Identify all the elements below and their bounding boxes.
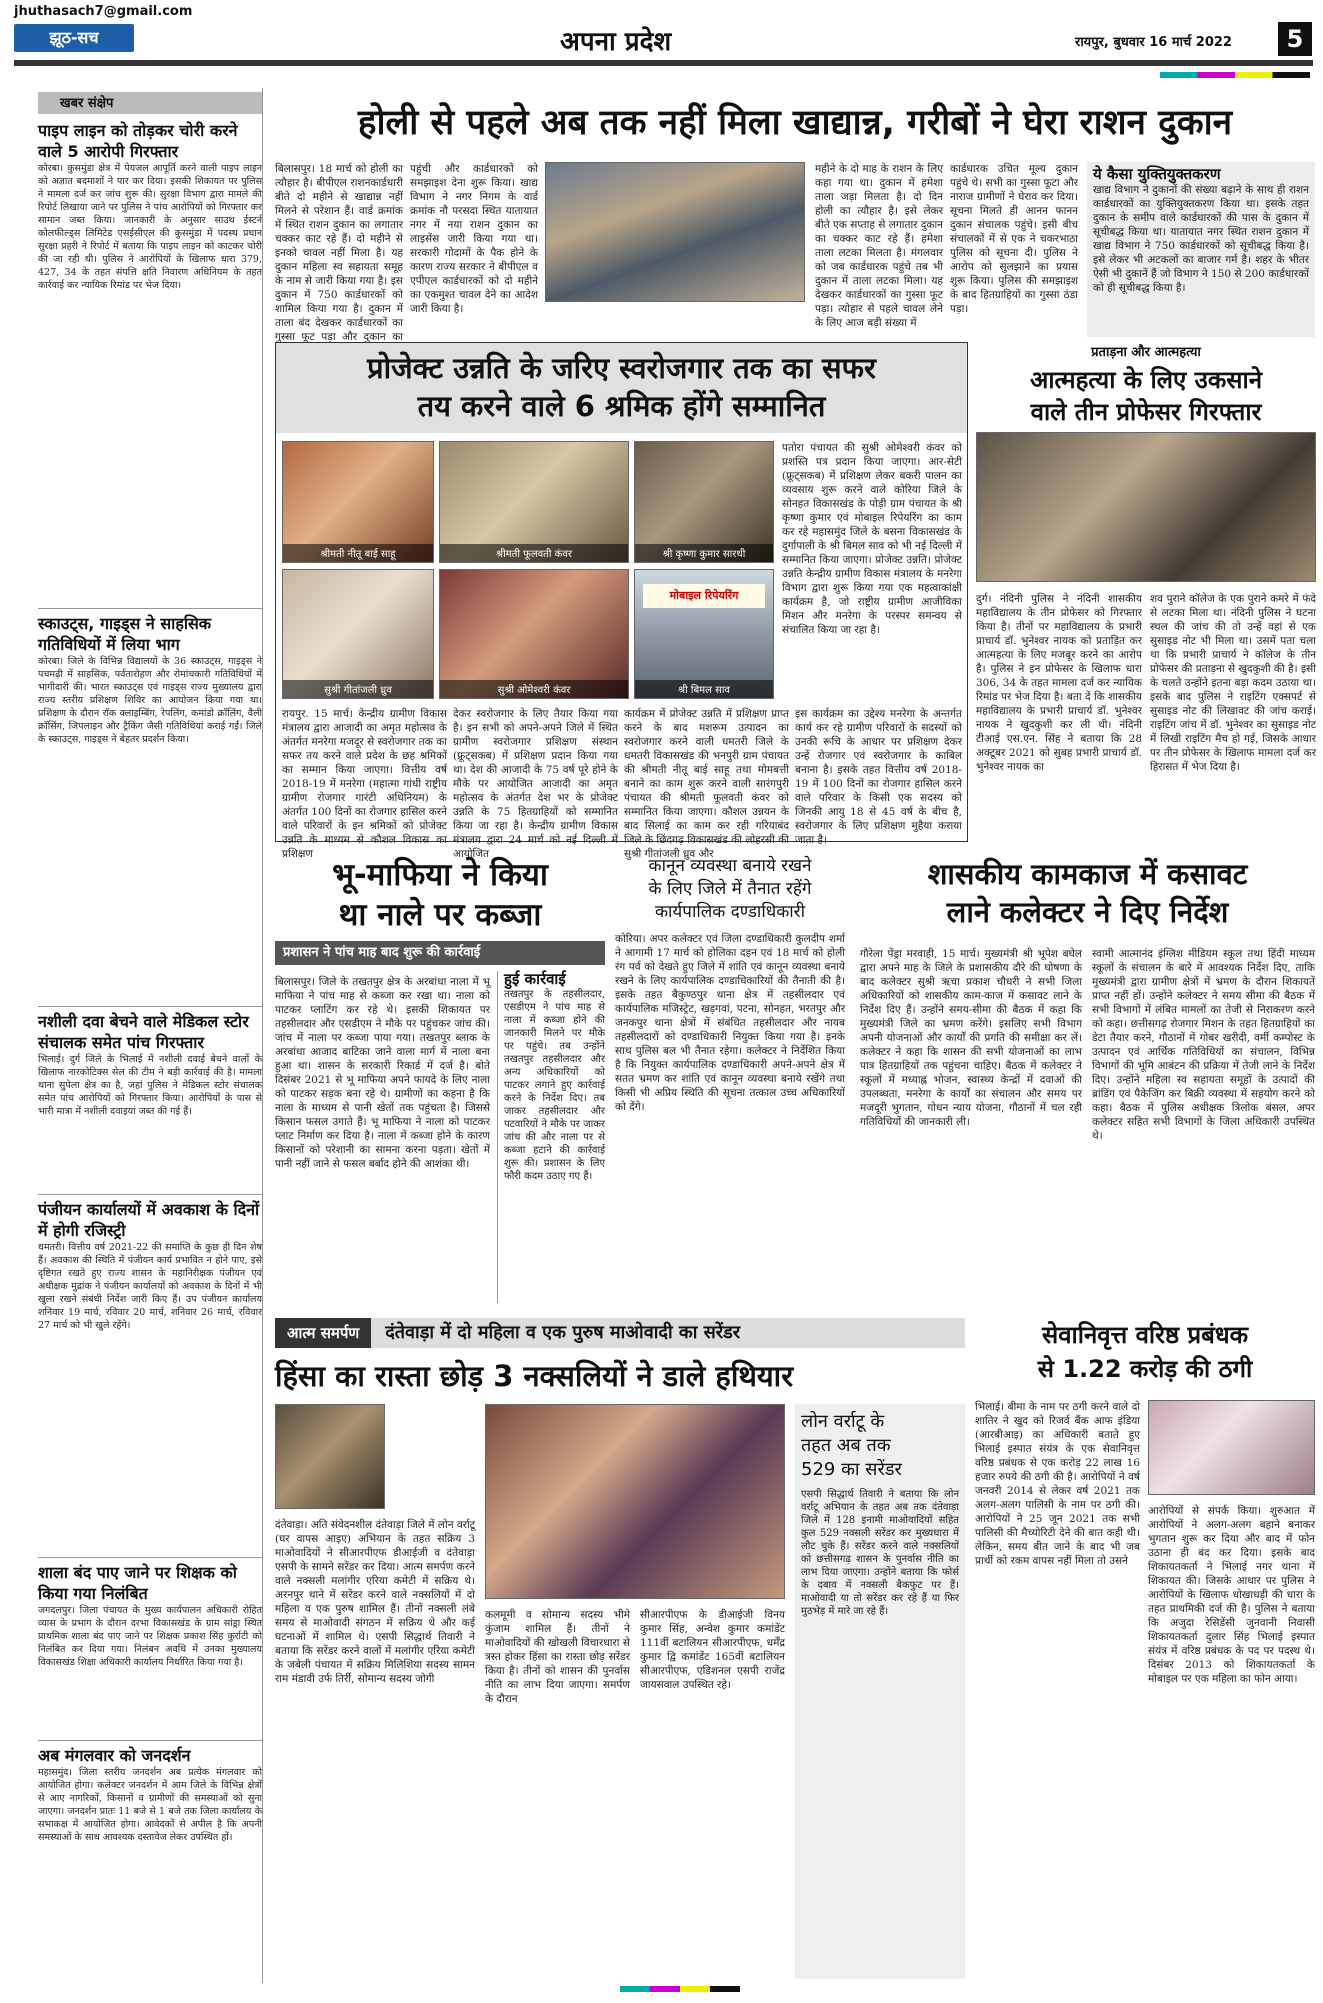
ration-col-3: महीने के दो माह के राशन के लिए कहा गया था। दुकान में हमेशा ताला जड़ा मिलता है। दो दिन होली का त्यौहार है। इसे लेकर बीते एक सप्ताह से लगातार दुकान का चक्कर काट रहे हैं। हमेशा ताला लटका मिलता है। मंगलवार को जब कार्डधारक पहुंचे तब भी दुकान में ताला लटका मिला। यह देखकर कार्डधारकों का गुस्सा फूट पड़ा। त्योहार से पहले चावल लेने के लिए आज बड़ी संख्या में [815,163,943,329]
photo-bimal [634,569,774,699]
sidebar-item [38,1740,262,1961]
unnati-headline-1: प्रोजेक्ट उन्नति के जरिए स्वरोजगार तक का सफर [367,351,876,385]
mafia-box-body: तखतपुर के तहसीलदार, एसडीएम ने पांच माह से नाला में कब्जा होने की जानकारी मिलने पर मौके पर पहुंचे। तब उन्होंने तखतपुर तहसीलदार और अन्य अधिकारियों को पाटकर लगाने हुए कार्रवाई करने के निर्देश दिए। तब जाकर तहसीलदार और पटवारियों ने मौके पर जाकर जांच की और नाला पर से कब्जा हटाने की कार्रवाई शुरू की। प्रशासन के लिए फौरी कदम उठाए गए हैं। [504,989,605,1182]
sidebar-item-body: भिलाई। दुर्ग जिले के भिलाई में नशीली दवाई बेचने वालों के खिलाफ नारकोटिक्स सेल की टीम ने बड़ी कार्रवाई की है। मामला थाना सुपेला क्षेत्र का है, जहां पुलिस ने मेडिकल स्टोर संचालक समेत पांच आरोपियों को गिरफ्तार किया। आरोपियों के पास से भारी मात्रा में नशीली दवाइयां जब्त की गई हैं। [38,1054,262,1117]
unnati-headline-band [276,343,967,433]
photo-phoolwati [439,441,629,563]
ration-sidebar [1087,162,1315,337]
unnati-right-col: पतोरा पंचायत की सुश्री ओमेश्वरी कंवर को प्रशस्ति पत्र प्रदान किया जाएगा। आर-सेटी (फ्रूट्सकब) में प्रशिक्षण लेकर बकरी पालन का व्यवसाय शुरू करने वाले कोरिया जिले के सोनहत विकासखंड के पोड़ी ग्राम पंचायत के श्री कृष्णा कुमार एवं मोबाइल रिपेयरिंग का काम कर रहे महासमुंद जिले के बसना विकासखंड के दुर्गापाली के श्री बिमल साव को भी नई दिल्ली में सम्मानित किया जाएगा। प्रोजेक्ट उन्नति। प्रोजेक्ट उन्नति केन्द्रीय ग्रामीण विकास मंत्रालय के मनरेगा विभाग द्वारा शुरू किया गया एक महत्वाकांक्षी कार्यक्रम है, जो राष्ट्रीय ग्रामीण आजीविका मिशन और मनरेगा के परस्पर समन्वय से संचालित किया जा रहा है। [782,442,962,636]
sidebar-item-body: कोरबा। कुसमुंडा क्षेत्र में पेयजल आपूर्ति करने वाली पाइप लाइन को अज्ञात बदमाशों ने पार कर दिया। इसकी शिकायत पर पुलिस ने मामला दर्ज कर जांच शुरू की। सुरक्षा विभाग द्वारा मामले की रिपोर्ट लिखाया जाने पर पुलिस ने पांच आरोपियों को गिरफ्तार कर सामान जब्त किया। जानकारी के अनुसार साउथ ईस्टर्न कोलफील्ड्स लिमिटेड एसईसीएल की कुसमुंडा में पदस्थ प्रधान सुरक्षा प्रहरी ने रिपोर्ट में बताया कि पाइप लाइन को काटकर चोरी की जा रही थी। पुलिस ने आरोपियों के खिलाफ धारा 379, 427, 34 के तहत संपत्ति क्षति निवारण अधिनियम के तहत कार्रवाई कर न्यायिक रिमांड पर भेज दिया। [38,163,262,291]
sidebar-label-text: खबर संक्षेप [60,96,114,111]
professor-headline-2: वाले तीन प्रोफेसर गिरफ्तार [1030,398,1262,426]
fraud-story [975,1318,1315,1983]
mafia-box-head: हुई कार्रवाई [504,970,566,988]
ration-sidebar-head: ये कैसा युक्तियुक्तकरण [1093,165,1221,183]
sidebar-item [38,1194,262,1551]
sidebar-item-title: पंजीयन कार्यालयों में अवकाश के दिनों में होगी रजिस्ट्री [38,1200,260,1240]
collector-story [860,855,1315,1305]
page-number [1278,22,1312,56]
mafia-story [275,855,605,1305]
kanoon-headline-2: के लिए जिले में तैनात रहेंगे [648,879,812,899]
kanoon-body: कोरिया। अपर कलेक्टर एवं जिला दण्डाधिकारी कुलदीप शर्मा ने आगामी 17 मार्च को होलिका दहन एवं 18 मार्च को होली रंग पर्व को देखते हुए जिले में शांति एवं कानून व्यवस्था बनाये रखने के लिए कार्यपालिक दण्डाधिकारियों की तैनाती की है। इसके तहत बैकुण्ठपुर थाना क्षेत्र में तहसीलदार एवं कार्यपालिक मजिस्ट्रेट, खड़गवां, पटना, सोनहत, भरतपुर और जनकपुर थाना क्षेत्रों में संबंधित तहसीलदार और नायब तहसीलदारों को दण्डाधिकारी नियुक्त किया गया है। इनके साथ पुलिस बल भी तैनात रहेगा। कलेक्टर ने निर्देशित किया है कि नियुक्त कार्यपालिक दण्डाधिकारी अपने-अपने क्षेत्र में सतत भ्रमण कर शांति एवं कानून व्यवस्था बनाये रखेंगे तथा किसी भी अप्रिय स्थिति की सूचना तत्काल उच्च अधिकारियों को देंगे। [615,933,845,1113]
masthead-rule [14,60,1313,66]
professor-story [976,342,1316,842]
sidebar-item-title: स्काउट्स, गाइड्स ने साहसिक गतिविधियों में लिया भाग [38,614,212,654]
mafia-headline-1: भू-माफिया ने किया [332,857,548,893]
mafia-deck [275,941,605,965]
fraud-cash-photo [1148,1400,1315,1495]
mafia-headline-2: था नाले पर कब्जा [338,897,542,933]
naxal-headline: हिंसा का रास्ता छोड़ 3 नक्सलियों ने डाले हथियार [275,1359,794,1393]
ration-crowd-photo [545,162,805,302]
unnati-col-4: इस कार्यक्रम का उद्देश्य मनरेगा के अन्तर्गत कार्य कर रहे ग्रामीण परिवारों के सदस्यों को उनकी रूचि के आधार पर प्रशिक्षण देकर उन्हें रोजगार एवं स्वरोजगार के काबिल बनाना है। इसके तहत वित्तीय वर्ष 2018-19 में 100 दिनों का रोजगार हासिल करने वाले परिवार के किसी एक सदस्य को जिनकी आयु 18 से 45 वर्ष के बीच है, स्वरोजगार के लिए प्रशिक्षण मुहैया कराया जाता है। [795,708,962,846]
sidebar-item-body: धमतरी। वित्तीय वर्ष 2021-22 की समाप्ति के कुछ ही दिन शेष हैं। अवकाश की स्थिति में पंजीयन कार्य प्रभावित न होने पाए, इसे दृष्टिगत रखते हुए राज्य शासन के महानिरीक्षक पंजीयन एवं अधीक्षक मुद्रांक ने पंजीयन कार्यालयों को अवकाश के दिनों में भी खुला रखने संबंधी निर्देश जारी किए हैं। उप पंजीयन कार्यालय शनिवार 19 मार्च, रविवार 20 मार्च, शनिवार 26 मार्च, रविवार 27 मार्च को भी खुले रहेंगे। [38,1242,262,1331]
dateline: रायपुर, बुधवार 16 मार्च 2022 [1075,35,1232,50]
naxal-side-head-1: लोन वर्राटू के [801,1411,885,1432]
mobile-shop-sign-text: मोबाइल रिपेयरिंग [669,589,739,602]
sidebar-item-title: पाइप लाइन को तोड़कर चोरी करने वाले 5 आरोपी गिरफ्तार [38,121,238,161]
ration-headline: होली से पहले अब तक नहीं मिला खाद्यान्न, गरीबों ने घेरा राशन दुकान [357,103,1233,143]
unnati-col-2: देकर स्वरोजगार के लिए तैयार किया गया है। इन सभी को अपने-अपने जिले में स्थित ग्रामीण स्वरोजगार प्रशिक्षण संस्थान (फ्रूट्सकब) में प्रशिक्षण प्रदान किया गया था। देश की आजादी के 75 वर्ष पूरे होने के मौके पर आयोजित आजादी का अमृत महोत्सव के अंतर्गत देश भर के प्रोजेक्ट उन्नति के 75 हितग्राहियों को सम्मानित किया जा रहा है। केन्द्रीय ग्रामीण विकास मंत्रालय द्वारा 24 मार्च को नई दिल्ली में आयोजित [453,708,618,860]
sidebar-item [38,1557,262,1734]
sidebar-item [38,1006,262,1188]
naxal-side-body: एसपी सिद्धार्थ तिवारी ने बताया कि लोन वर्राटू अभियान के तहत अब तक दंतेवाड़ा जिले में 128 इनामी माओवादियों सहित कुल 529 नक्सली सरेंडर कर मुख्यधारा में लौट चुके हैं। सरेंडर करने वाले नक्सलियों को छत्तीसगढ़ शासन के पुनर्वास नीति का लाभ दिया जाएगा। उन्होंने बताया कि फोर्स के दबाव में नक्सली बैकफुट पर हैं। माओवादी या तो सरेंडर कर रहे हैं या फिर मुठभेड़ में मारे जा रहे हैं। [801,1489,959,1617]
ration-col-2: पहुंची और कार्डधारकों को समझाइश देना शुरू किया। खाद्य विभाग ने नगर निगम के वार्ड क्रमांक नौ परसदा स्थित यातायात नगर में नया राशन दुकान का लाइसेंस जारी किया गया था। सरकारी गोदामों के पैक होने के कारण राज्य सरकार ने बीपीएल व एपीएल कार्डधारकों को दो महीने का एकमुश्त चावल देने का आदेश जारी किया है। [410,163,538,315]
photo-neetu [282,441,434,563]
naxal-side-head-3: 529 का सरेंडर [801,1459,902,1480]
photo-krishna [634,441,774,563]
page-number-text: 5 [1286,25,1304,53]
sidebar-item-body: कोरबा। जिले के विभिन्न विद्यालयों के 36 स्काउट्स, गाइड्स ने पचमढ़ी में साहसिक, पर्वतारोहण और रोमांचकारी गतिविधियों में भागीदारी की। भारत स्काउट्स एवं गाइड्स राज्य मुख्यालय द्वारा राज्य स्तरीय प्रशिक्षण शिविर का आयोजन किया गया था। प्रशिक्षण के दौरान रॉक क्लाइम्बिंग, रेपलिंग, कमांडो क्रॉलिंग, वैली क्रॉसिंग, जिपलाइन और ट्रैकिंग जैसी गतिविधियां कराई गईं। जिले के स्काउट्स, गाइड्स ने बेहतर प्रदर्शन किया। [38,656,262,745]
kanoon-story [615,855,845,1305]
mafia-deck-text: प्रशासन ने पांच माह बाद शुरू की कार्रवाई [283,945,481,960]
naxal-col-1: दंतेवाड़ा। अति संवेदनशील दंतेवाड़ा जिले में लोन वर्राटू (घर वापस आइए) अभियान के तहत सक्रिय 3 माओवादियों ने सीआरपीएफ डीआईजी व दंतेवाड़ा एसपी के सामने सरेंडर कर दिया। आत्म समर्पण करने वाले नक्सली मलांगीर एरिया कमेटी में सक्रिय थे। अरनपुर थाने में सरेंडर करने वाले नक्सलियों में दो महिला व एक पुरुष शामिल हैं। तीनों नक्सली लंबे समय से माओवादी संगठन में सक्रिय थे और कई घटनाओं में शामिल थे। एसपी सिद्धार्थ तिवारी ने बताया कि सरेंडर करने वालों में मलांगीर एरिया कमेटी के जबेली पंचायत में सक्रिय मिलिशिया सदस्य सामन राम मंडावी उर्फ तिर्री, सोमान्य सदस्य जोगी [275,1519,476,1685]
naxal-band-text: दंतेवाड़ा में दो महिला व एक पुरुष माओवादी का सरेंडर [385,1322,741,1343]
naxal-band [275,1318,965,1348]
fraud-col-2: आरोपियों से संपर्क किया। शुरुआत में आरोपियों ने अलग-अलग बहाने बनाकर भुगतान शुरू कर दिया और बाद में फोन उठाना ही बंद कर दिया। इसके बाद शिकायतकर्ता ने भिलाई नगर थाना में शिकायत की। जिसके आधार पर पुलिस ने आरोपियों के खिलाफ धोखाधड़ी की धारा के तहत प्राथमिकी दर्ज की है। पुलिस ने बताया कि अजुदा रेसिडेंसी जुनवानी निवासी शिकायतकर्ता दुलार सिंह भिलाई इस्पात संयंत्र में वरिष्ठ प्रबंधक के पद पर पदस्थ थे। दिसंबर 2013 को शिकायतकर्ता के मोबाइल पर एक महिला का फोन आया। [1148,1505,1315,1685]
naxal-band-label [275,1318,371,1348]
unnati-story [275,342,968,860]
sidebar-label [38,92,262,114]
ration-story [275,100,1315,343]
brand-box [14,24,134,52]
collector-col-2: स्वामी आत्मानंद इंग्लिश मीडियम स्कूल तथा हिंदी माध्यम स्कूलों के संचालन के बारे में आवश्यक निर्देश दिए, ताकि मुख्यमंत्री द्वारा ग्रामीण क्षेत्रों में भ्रमण के दौरान शिकायतें प्राप्त नहीं हों। उन्होंने कलेक्टर ने समय सीमा की बैठक में सभी विभागों में लंबित मामलों का तेजी से निराकरण करने को कहा। छत्तीसगढ़ रोजगार मिशन के तहत हितग्राहियों का डेटा तैयार करने, गौठानों में गोबर खरीदी, वर्मी कम्पोस्ट के उत्पादन एवं आर्थिक गतिविधियों का संचालन, विभिन्न विभागों की भूमि आबंटन की प्रक्रिया में तेजी लाने के निर्देश दिए। उन्होंने महिला स्व सहायता समूहों के उत्पादों की ब्रांडिंग एवं पैकेजिंग कर बिक्री व्यवस्था में सहयोग करने को कहा। बैठक में पुलिस अधीक्षक त्रिलोक बंसल, अपर कलेक्टर सहित सभी विभागों के जिला अधिकारी उपस्थित थे। [1092,948,1315,1142]
naxal-sidebar [795,1404,965,1979]
mobile-shop-sign [643,584,765,608]
professor-headline-1: आत्महत्या के लिए उकसाने [1029,366,1263,394]
professor-col-2: शव पुराने कॉलेज के एक पुराने कमरे में फंदे से लटका मिला था। नंदिनी पुलिस ने घटना स्थल की जांच की तो उन्हें वहां से एक सुसाइड नोट भी मिला था। उसमें पता चला था कि प्रभारी प्राचार्य ने कॉलेज के तीन प्रोफेसर की प्रताड़ना से खुदकुशी की है। इसी के चलते उन्होंने इतना बड़ा कदम उठाया था। इसके बाद पुलिस ने राइटिंग एक्सपर्ट से सुसाइड नोट की लिखावट की जांच कराई। राइटिंग जांच में डॉ. भुनेश्वर का सुसाइड नोट में लिखी राइटिंग मैच हो गई, जिसके आधार पर तीन प्रोफेसर के खिलाफ मामला दर्ज कर हिरासत में भेज दिया है। [1150,593,1316,773]
sidebar-item-body: जगदलपुर। जिला पंचायत के मुख्य कार्यपालन अधिकारी रोहित व्यास के प्रभाग के दौरान दरभा विकासखंड के ग्राम सांड्रा स्थित प्राथमिक शाला बंद पाए जाने पर शिक्षक प्रकाश सिंह कुर्राटी को निलंबित कर दिया गया। निलंबन अवधि में उनका मुख्यालय विकासखंड शिक्षा अधिकारी कार्यालय निर्धारित किया गया है। [38,1605,262,1668]
email: jhuthasach7@gmail.com [14,4,193,19]
ration-sidebar-body: खाद्य विभाग ने दुकानों की संख्या बढ़ाने के साथ ही राशन कार्डधारकों का युक्तियुक्तकरण किया था। इसके तहत दुकान के समीप वाले कार्डधारकों की पास के दुकान में सूचीबद्ध किया था। यातायात नगर स्थित राशन दुकान में खाद्य विभाग ने 750 कार्डधारकों को सूचीबद्ध किया है। इसे लेकर भी अटकलों का बाजार गर्म है। शहर के भीतर ऐसी भी दुकानें हैं जो विभाग ने 150 से 200 कार्डधारकों को ही सूचीबद्ध किया है। [1093,184,1309,294]
brand-name: झूठ-सच [49,28,99,47]
unnati-col-1: रायपुर. 15 मार्च। केन्द्रीय ग्रामीण विकास मंत्रालय द्वारा आजादी का अमृत महोत्सव के अंतर्गत मनरेगा मजदूर से स्वरोजगार तक का सफर तय करने वाले प्रदेश के छह श्रमिकों का सम्मान किया जाएगा। वित्तीय वर्ष 2018-19 में मनरेगा (महात्मा गांधी राष्ट्रीय ग्रामीण रोजगार गारंटी अधिनियम) के अंतर्गत 100 दिनों का रोजगार हासिल करने वाले परिवारों के इन श्रमिकों को प्रोजेक्ट उन्नति के माध्यम से कौशल विकास का प्रशिक्षण [282,708,447,860]
photo-caption: श्री कृष्णा कुमार सारथी [635,544,773,562]
fraud-headline-2: से 1.22 करोड़ की ठगी [1037,1355,1253,1383]
professor-col-1: दुर्ग। नंदिनी पुलिस ने नंदिनी शासकीय महाविद्यालय के तीन प्रोफेसर को गिरफ्तार किया है। तीनों पर महाविद्यालय के प्रभारी प्राचार्य डॉ. भुनेश्वर नायक को प्रताड़ित कर आत्महत्या के लिए मजबूर करने का आरोप है। पुलिस ने इन प्रोफेसर के खिलाफ धारा 306, 34 के तहत मामला दर्ज कर न्यायिक रिमांड पर भेज दिया है। बता दें कि शासकीय महाविद्यालय के प्रभारी प्राचार्य डॉ. भुनेश्वर नायक ने खुदकुशी कर ली थी। नंदिनी टीआई एस.एन. सिंह ने बताया कि 28 अक्टूबर 2021 को सुबह प्रभारी प्राचार्य डॉ. भुनेश्वर नायक का [976,593,1142,773]
sidebar [38,88,263,1983]
sidebar-item-title: नशीली दवा बेचने वाले मेडिकल स्टोर संचालक समेत पांच गिरफ्तार [38,1012,249,1052]
collector-headline-1: शासकीय कामकाज में कसावट [927,857,1248,891]
photo-omeshwari [439,569,629,699]
naxal-story [275,1318,965,1983]
sidebar-item [38,120,262,602]
photo-caption: सुश्री गीतांजली ध्रुव [283,680,433,698]
fraud-col-1: भिलाई। बीमा के नाम पर ठगी करने वाले दो शातिर ने खुद को रिजर्व बैंक आफ इंडिया (आरबीआइ) का अधिकारी बताते हुए भिलाई इस्पात संयंत्र के एक सेवानिवृत्त वरिष्ठ प्रबंधक से एक करोड़ 22 लाख 16 हजार रुपये की ठगी की है। आरोपियों ने वर्ष जनवरी 2014 से लेकर वर्ष 2021 तक अलग-अलग पालिसी के नाम पर ठगी की। आरोपियों ने 25 जून 2021 तक सभी पालिसी की मैच्योरिटी देने की बात कही थी। लेकिन, समय बीत जाने के बाद भी जब प्रार्थी को रकम वापस नहीं मिला तो उसने [975,1401,1140,1567]
masthead [0,0,1323,88]
sidebar-item [38,608,262,1000]
naxal-band-label-text: आत्म समर्पण [287,1324,360,1342]
naxal-col-3: सीआरपीएफ के डीआईजी विनय कुमार सिंह, अन्वेश कुमार कमांडेंट 111वीं बटालियन सीआरपीएफ, धर्मेंद्र कुमार द्वि कमांडेंट 165वीं बटालियन सीआरपीएफ, एडिशनल एसपी राजेंद्र जायसवाल उपस्थित रहे। [640,1609,785,1691]
mafia-action-box [497,971,605,1303]
section-title: अपना प्रदेश [560,27,672,57]
naxal-side-head-2: तहत अब तक [801,1435,891,1456]
kanoon-headline-3: कार्यपालिक दण्डाधिकारी [654,902,806,922]
photo-geetanjali [282,569,434,699]
collector-col-1: गौरेला पेंड्रा मरवाही, 15 मार्च। मुख्यमंत्री श्री भूपेश बघेल द्वारा अपने माह के जिले के प्रशासकीय दौरे की घोषणा के बाद कलेक्टर सुश्री ऋचा प्रकाश चौधरी ने सभी जिला अधिकारियों को शासकीय काम-काज में कसावट लाने के निर्देश दिए हैं। उन्होंने समय-सीमा की बैठक में कहा कि मुख्यमंत्री जिले का भ्रमण करेंगे। इसलिए सभी विभाग अपनी योजनाओं और कार्यों की प्रगति की समीक्षा कर लें। कलेक्टर ने कहा कि शासन की सभी योजनाओं का लाभ पात्र हितग्राहियों तक पहुंचना चाहिए। बैठक में कलेक्टर ने स्कूलों में मध्याह्न भोजन, स्वास्थ्य केन्द्रों में दवाओं की उपलब्धता, मनरेगा के कार्यों का संचालन और समय पर मजदूरी भुगतान, गोधन न्याय योजना, गौठानों में चल रही गतिविधियों की जानकारी ली। [860,948,1082,1128]
photo-caption: श्रीमती नीतू बाई साहू [283,544,433,562]
photo-caption: श्रीमती फूलवती कंवर [440,544,628,562]
photo-caption: सुश्री ओमेश्वरी कंवर [440,680,628,698]
unnati-headline-2: तय करने वाले 6 श्रमिक होंगे सम्मानित [417,389,826,423]
unnati-col-3: कार्यक्रम में प्रोजेक्ट उन्नति में प्रशिक्षण प्राप्त करने के बाद मशरूम उत्पादन का स्वरोजगार करने वाली धमतरी जिले के धमतरी विकासखंड की भनपुरी ग्राम पंचायत की श्रीमती नीतू बाई साहू तथा मोमबत्ती बनाने का काम शुरू करने वाली सारंगपुरी पंचायत की श्रीमती फूलवती कंवर को सम्मानित किया जाएगा। कौशल उन्नयन के बाद सिलाई का काम कर रही गरियाबंद जिले के छिंदगढ़ विकासखंड की लोहरसी की सुश्री गीतांजली ध्रुव और [624,708,789,860]
professor-arrest-photo [976,432,1316,582]
ration-col-4: कार्डधारक उचित मूल्य दुकान पहुंचे थे। सभी का गुस्सा फूटा और नाराज ग्रामीणों ने घेराव कर दिया। सूचना मिलते ही आनन फानन दुकान संचालक पहुंचे। इसी बीच संचालकों में से एक ने चकरभाठा पुलिस को सूचना दी। पुलिस ने आरोप को सुलझाने का प्रयास शुरू किया। पुलिस की समझाइश के बाद हितग्राहियों का गुस्सा ठंडा पड़ा। [950,163,1078,315]
sidebar-item-body: महासमुंद। जिला स्तरीय जनदर्शन अब प्रत्येक मंगलवार को आयोजित होगा। कलेक्टर जनदर्शन में आम जिले के विभिन्न क्षेत्रों से आए नागरिकों, किसानों व ग्रामीणों की समस्याओं को सुना जाएगा। जनदर्शन प्रातः 11 बजे से 1 बजे तक जिला कार्यालय के सभाकक्ष में आयोजित होगा। आवेदकों से अपील है कि अपनी समस्याओं के साथ आवश्यक दस्तावेज लेकर उपस्थित हों। [38,1767,262,1843]
ration-col-1: बिलासपुर। 18 मार्च को होली का त्यौहार है। बीपीएल राशनकार्डधारी बीते दो महीने से खाद्यान्न नहीं मिलने से परेशान हैं। वार्ड क्रमांक में स्थित राशन दुकान का लगातार चक्कर काट रहे हैं। दो महीने से इनको चावल नहीं मिला है। यह दुकान महिला स्व सहायता समूह के नाम से जारी किया गया है। इस दुकान में 750 कार्डधारकों को शामिल किया गया है। दुकान में ताला बंद देखकर कार्डधारकों का गुस्सा फूट पड़ा और दुकान का [275,163,403,343]
photo-caption: श्री बिमल साव [635,680,773,698]
sidebar-item-title: शाला बंद पाए जाने पर शिक्षक को किया गया निलंबित [38,1563,237,1603]
naxal-photo-women [485,1404,785,1599]
sidebar-item-title: अब मंगलवार को जनदर्शन [38,1746,191,1765]
color-strip [1160,72,1310,78]
naxal-photo-man [275,1404,385,1509]
bottom-color-strip [620,1986,740,1992]
mafia-body: बिलासपुर। जिले के तखतपुर क्षेत्र के अरबांधा नाला में भू माफिया ने पांच माह से कब्जा कर रखा था। नाला को पाटकर प्लाटिंग कर रहे थे। इसकी शिकायत पर तहसीलदार और एसडीएम ने मौके पर पहुंचकर जांच की। जांच में नाला पर कब्जा पाया गया। तखतपुर ब्लाक के अरबांधा आजाद बाटिका जाने वाला मार्ग में नाला बना हुआ था। शासन के सरकारी रिकार्ड में दर्ज है। बोते दिसंबर 2021 से भू माफिया अपने फायदे के लिए नाला को पाटकर सड़क बना रहे थे। ग्रामीणों का कहना है कि नाला के माध्यम से पानी खेतों तक पहुंचता है। जिससे किसान फसल उगाते हैं। भू माफिया ने नाला को पाटकर प्लाट निर्माण कर दिया है। नाला में कब्जा होने के कारण किसानों को परेशानी का सामना करना पड़ता। खेतों में पानी नहीं जाने से फसल बर्बाद होने की आशंका थी। [275,976,490,1170]
collector-headline-2: लाने कलेक्टर ने दिए निर्देश [946,895,1229,929]
fraud-headline-1: सेवानिवृत्त वरिष्ठ प्रबंधक [1041,1321,1249,1349]
kanoon-headline-1: कानून व्यवस्था बनाये रखने [648,856,812,876]
professor-kicker: प्रताड़ना और आत्महत्या [1091,345,1201,360]
naxal-col-2: कलमूमी व सोमान्य सदस्य भीमे कुंजाम शामिल हैं। तीनों ने माओवादियों की खोखली विचारधारा से त्रस्त होकर हिंसा का रास्ता छोड़ सरेंडर किया है। तीनों को शासन की पुनर्वास नीति का लाभ दिया जाएगा। समर्पण के दौरान [485,1609,630,1705]
